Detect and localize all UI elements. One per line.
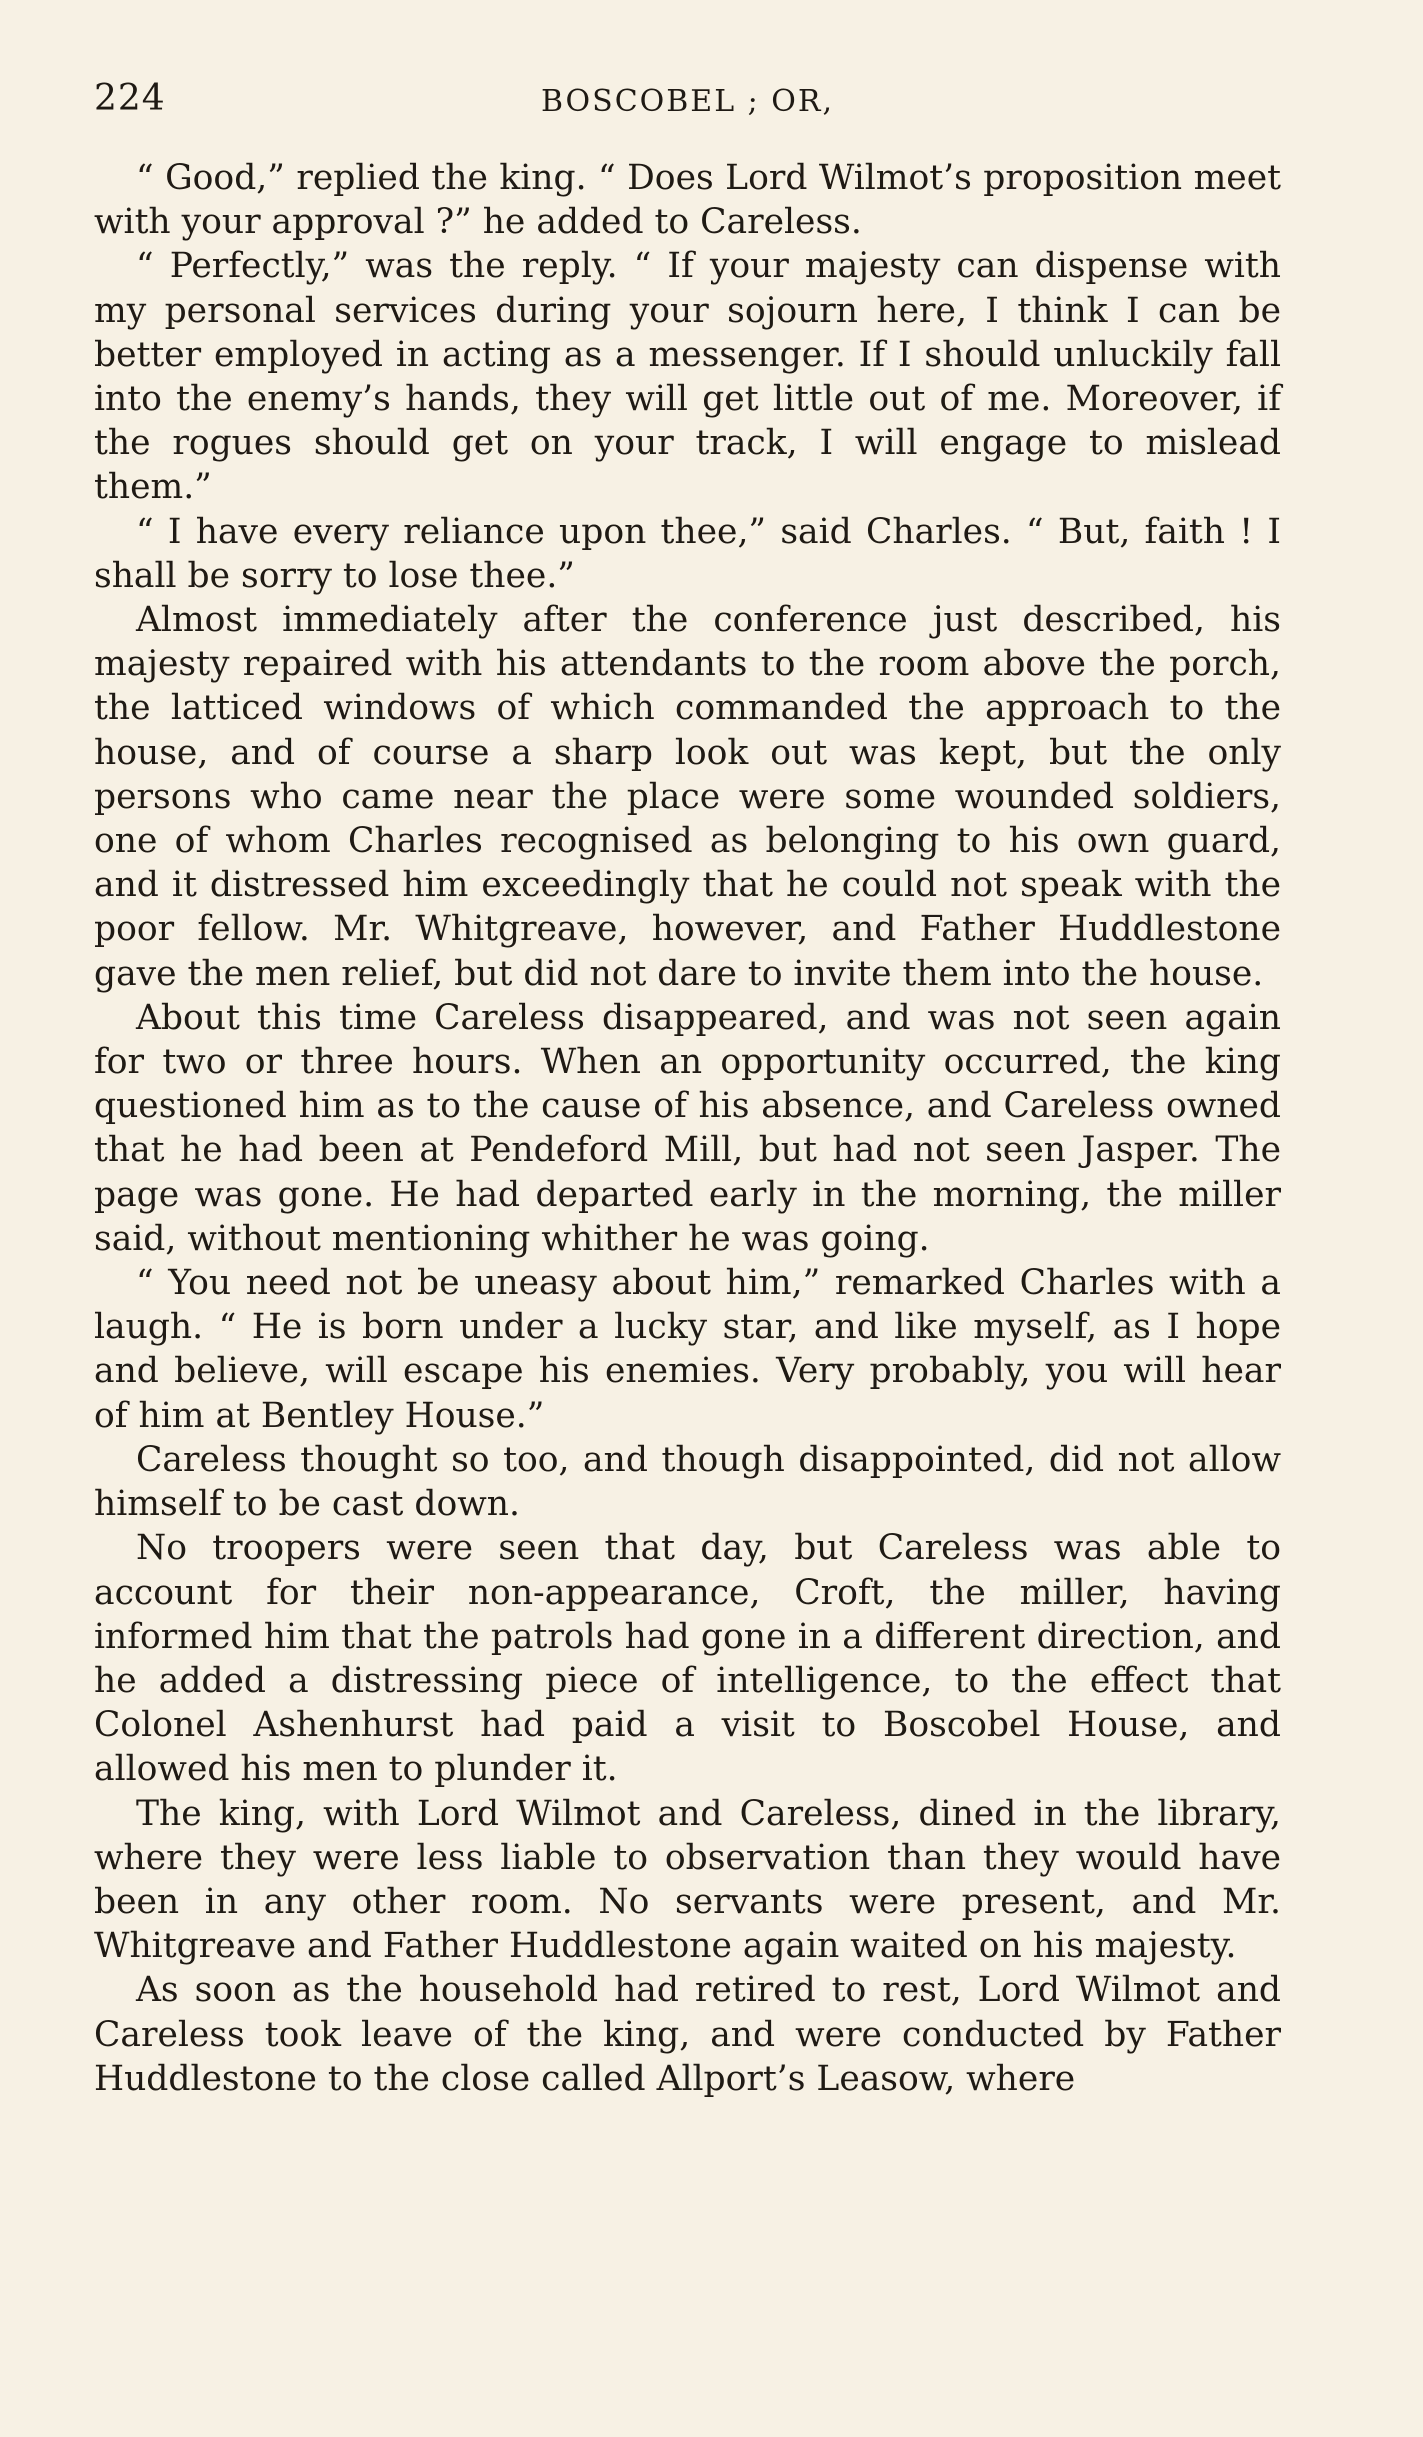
paragraph-5: About this time Careless disappeared, and was not seen again for two or three hours. When an opportunity occurred, the king questioned him as to the cause of his absence, and Careless owned that he had been at Pendeford Mill, but had not seen Jasper. The page was gone. He had departed early in the morning, the miller said, without mentioning whither he was going. xyxy=(94,997,1281,1259)
paragraph-4: Almost immediately after the conference just described, his majesty repaired with his attendants to the room above the porch, the latticed windows of which commanded the approach to the house, and of course a sharp look out was kept, but the only persons who came near the place were some wounded soldiers, one of whom Charles recognised as belonging to his own guard, and it distressed him exceedingly that he could not speak with the poor fellow. Mr. Whitgreave, however, and Father Huddlestone gave the men relief, but did not dare to invite them into the house. xyxy=(94,600,1281,994)
paragraph-9: The king, with Lord Wilmot and Careless, dined in the library, where they were less liable to observation than they would have been in any other room. No servants were present, and Mr. Whitgreave and Father Huddlestone again waited on his majesty. xyxy=(94,1793,1281,1967)
paragraph-3: “ I have every reliance upon thee,” said Charles. “ But, faith ! I shall be sorry to lose thee.” xyxy=(94,511,1281,596)
paragraph-2: “ Perfectly,” was the reply. “ If your majesty can dispense with my personal services during your sojourn here, I think I can be better employed in acting as a messenger. If I should unluckily fall into the enemy’s hands, they will get little out of me. Moreover, if the rogues should get on your track, I will engage to mislead them.” xyxy=(94,246,1281,508)
paragraph-6: “ You need not be uneasy about him,” remarked Charles with a laugh. “ He is born under a lucky star, and like myself, as I hope and believe, will escape his enemies. Very probably, you will hear of him at Bentley House.” xyxy=(94,1263,1281,1436)
paragraph-8: No troopers were seen that day, but Careless was able to account for their non-appearance, Croft, the miller, having informed him that the patrols had gone in a different direction, and he added a distressing piece of intelligence, to the effect that Colonel Ashenhurst had paid a visit to Boscobel House, and allowed his men to plunder it. xyxy=(94,1528,1281,1790)
paragraph-10: As soon as the household had retired to rest, Lord Wilmot and Careless took leave of the king, and were conducted by Father Huddlestone to the close called Allport’s Leasow, where xyxy=(94,1970,1281,2099)
running-header-title: BOSCOBEL ; OR, xyxy=(540,84,835,119)
page-number: 224 xyxy=(94,78,166,119)
paragraph-1: “ Good,” replied the king. “ Does Lord Wilmot’s proposition meet with your approval ?” he added to Careless. xyxy=(94,158,1281,243)
paragraph-7: Careless thought so too, and though disappointed, did not allow himself to be cast down. xyxy=(94,1439,1281,1525)
running-head xyxy=(94,78,1281,138)
body-text xyxy=(94,156,1281,2101)
